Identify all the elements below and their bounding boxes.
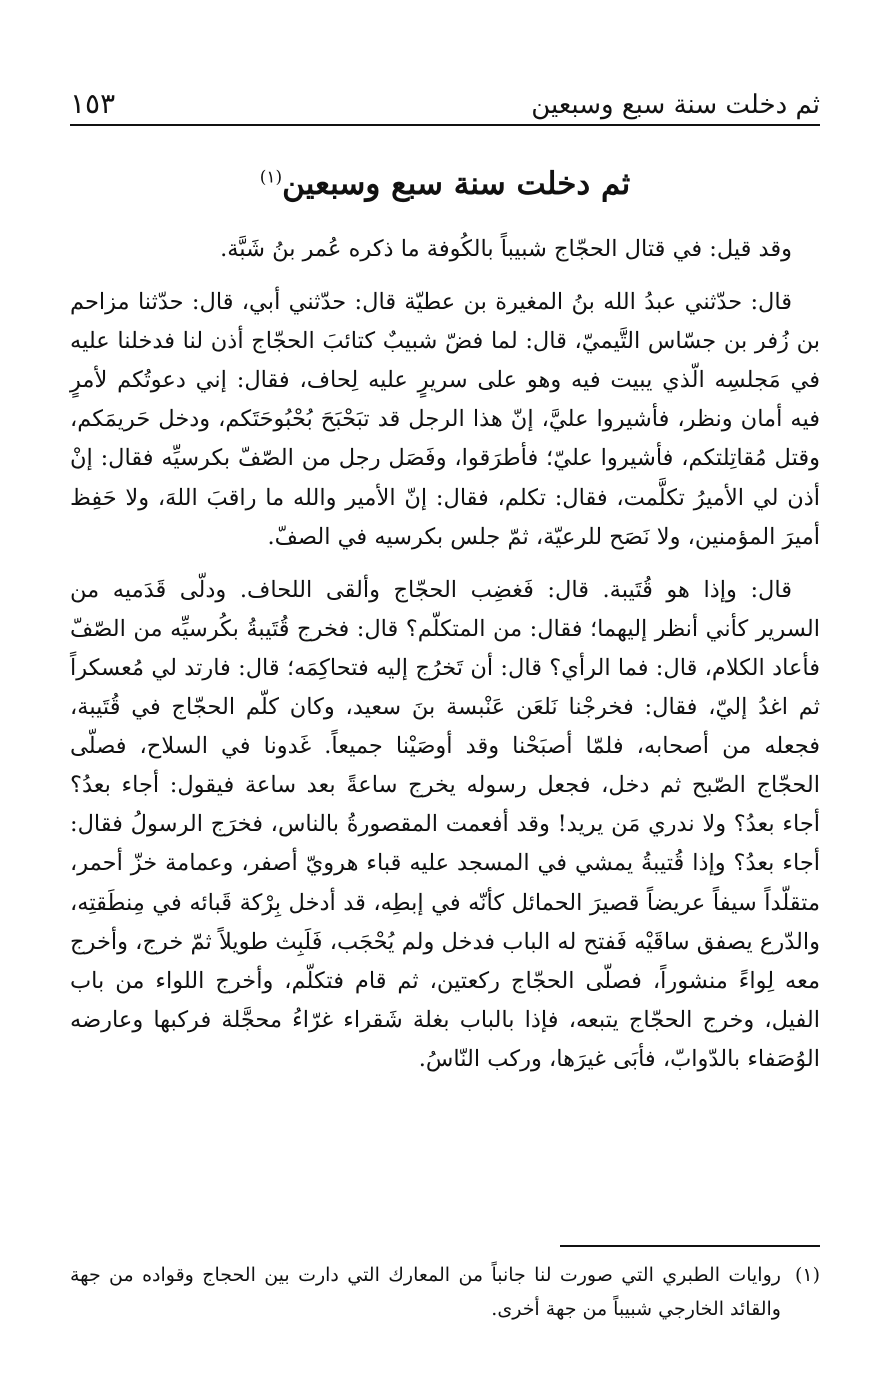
running-title: ثم دخلت سنة سبع وسبعين [531, 90, 820, 120]
running-header [70, 78, 820, 126]
body-text [70, 230, 820, 1079]
chapter-heading [70, 166, 820, 202]
footnote [70, 1258, 820, 1326]
paragraph: قال: حدّثني عبدُ الله بنُ المغيرة بن عطيّة قال: حدّثني أبي، قال: حدّثنا مزاحم بن زُفر بن جسّاس التَّيميّ، قال: لما فضّ شبيبٌ كتائبَ الحجّاج أذن لنا فدخلنا عليه في مَجلسِه الّذي يبيت فيه وهو على سريرٍ عليه لِحاف، فقال: إني دعوتُكم لأمرٍ فيه أمان ونظر، فأشيروا عليَّ، إنّ هذا الرجل قد تبَحْبَحَ بُحْبُوحَتَكم، ودخل حَريمَكم، وقتل مُقاتِلتكم، فأشيروا عليّ؛ فأطرَقوا، وفَصَل رجل من الصّفّ بكرسيِّه فقال: إنْ أذن لي الأميرُ تكلَّمت، فقال: تكلم، فقال: إنّ الأمير والله ما راقبَ اللهَ، ولا حَفِظ أميرَ المؤمنين، ولا نَصَح للرعيّة، ثمّ جلس بكرسيه في الصفّ. [70, 289, 820, 550]
footnote-text: روايات الطبري التي صورت لنا جانباً من المعارك التي دارت بين الحجاج وقواده من جهة والقائد الخارجي شبيباً من جهة أخرى. [70, 1264, 781, 1320]
paragraph: وقد قيل: في قتال الحجّاج شبيباً بالكُوفة ما ذكره عُمر بنُ شَبَّة. [220, 236, 792, 262]
chapter-title: ثم دخلت سنة سبع وسبعين [282, 166, 631, 202]
footnote-divider [560, 1245, 820, 1247]
footnote-reference: (١) [259, 167, 283, 188]
paragraph: قال: وإذا هو قُتَيبة. قال: فَغضِب الحجّاج وألقى اللحاف. ودلّى قَدَميه من السرير كأني أنظر إليهما؛ فقال: من المتكلّم؟ قال: فخرج قُتَيبةُ بكُرسيِّه من الصّفّ فأعاد الكلام، قال: فما الرأي؟ قال: أن تَخرُج إليه فتحاكِمَه؛ قال: فارتد لي مُعسكراً ثم اغدُ إليّ، فقال: فخرجْنا نَلعَن عَنْبسة بنَ سعيد، وكان كلّم الحجّاج في قُتَيبة، فجعله من أصحابه، فلمّا أصبَحْنا وقد أوصَيْنا جميعاً. غَدونا في السلاح، فصلّى الحجّاج الصّبح ثم دخل، فجعل رسوله يخرج ساعةً بعد ساعة فيقول: أجاء بعدُ؟ أجاء بعدُ؟ ولا ندري مَن يريد! وقد أفعمت المقصورةُ بالناس، فخرَج الرسولُ فقال: أجاء بعدُ؟ وإذا قُتيبةُ يمشي في المسجد عليه قباء هرويّ أصفر، وعمامة خزّ أحمر، متقلّداً سيفاً عريضاً قصيرَ الحمائل كأنّه في إبطِه، قد أدخل بِرْكة قَبائه في مِنطَقتِه، والدّرع يصفق ساقَيْه فَفتح له الباب فدخل ولم يُحْجَب، فَلَبِث طويلاً ثمّ خرج، وأخرج معه لِواءً منشوراً، فصلّى الحجّاج ركعتين، ثم قام فتكلّم، وأخرج اللواء من باب الفيل، وخرج الحجّاج يتبعه، فإذا بالباب بغلة شَقراء غرّاءُ محجَّلة فركبها وعارضه الوُصَفاء بالدّوابّ، فأبَى غيرَها، وركب النّاسُ. [70, 576, 820, 1072]
page-number: ١٥٣ [70, 87, 116, 120]
footnotes [70, 1258, 820, 1326]
footnote-marker: (١) [794, 1264, 820, 1286]
